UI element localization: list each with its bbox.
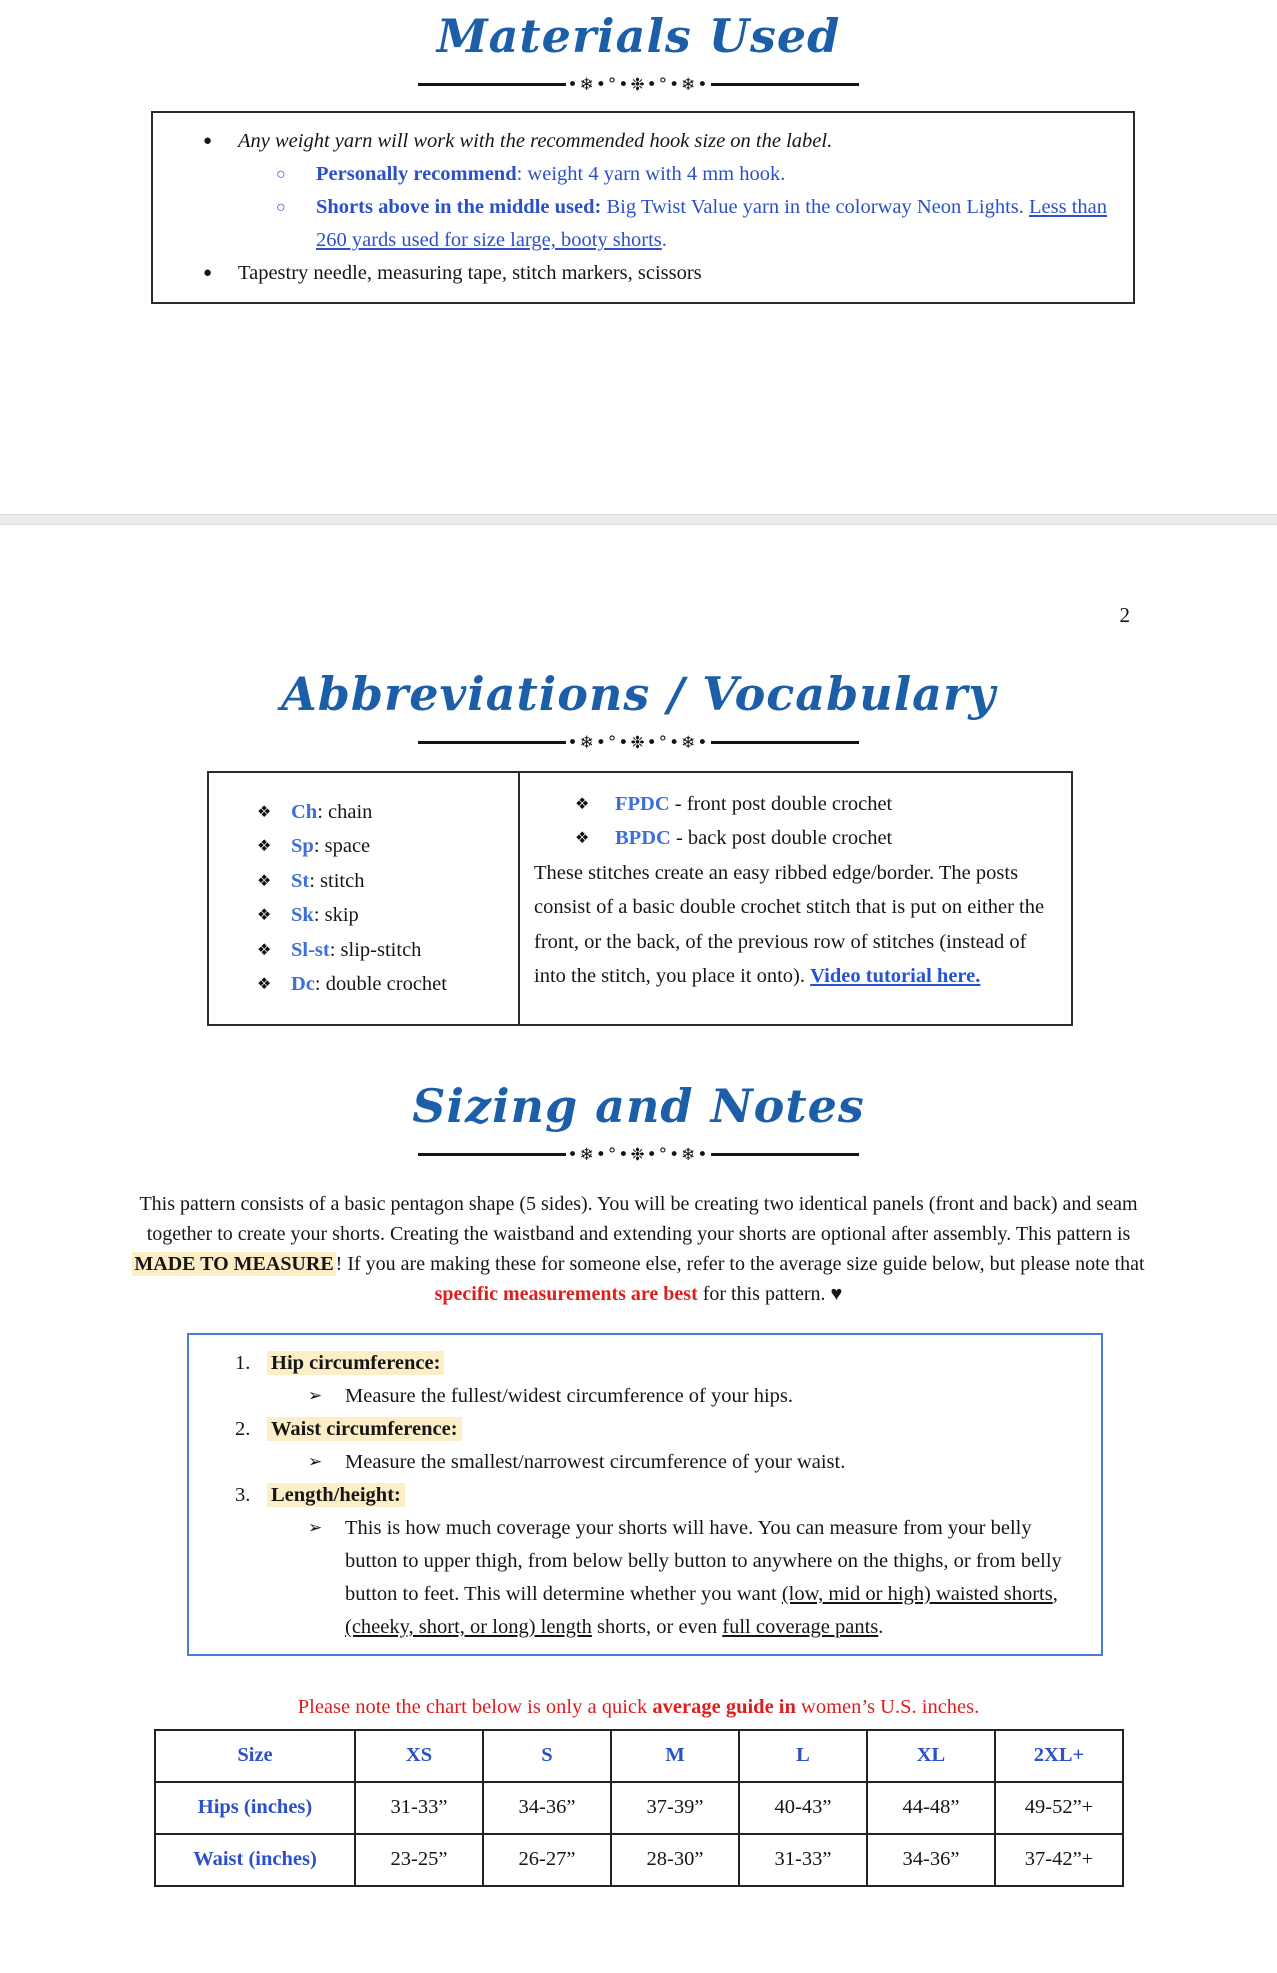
circle-bullet-icon: ○ bbox=[276, 165, 286, 183]
abbreviation-entry bbox=[291, 795, 372, 830]
abbr-term: Dc bbox=[291, 973, 315, 996]
abbreviation-row bbox=[209, 967, 512, 1002]
materials-box bbox=[151, 111, 1135, 304]
abbreviation-entry bbox=[615, 787, 892, 822]
size-chart-note bbox=[0, 1696, 1277, 1719]
table-cell: 34-36” bbox=[483, 1782, 611, 1834]
page-number: 2 bbox=[1119, 603, 1130, 627]
table-header-row bbox=[155, 1730, 1123, 1782]
table-row-waist bbox=[155, 1834, 1123, 1886]
shorts-used-text: Big Twist Value yarn in the colorway Neon Lights. bbox=[601, 195, 1030, 218]
header-l: L bbox=[739, 1730, 867, 1782]
header-2xl: 2XL+ bbox=[995, 1730, 1123, 1782]
materials-item-tools: Tapestry needle, measuring tape, stitch markers, scissors bbox=[238, 261, 702, 284]
specific-measurements-emphasis: specific measurements are best bbox=[434, 1282, 698, 1305]
table-cell: 34-36” bbox=[867, 1834, 995, 1886]
table-cell: 37-39” bbox=[611, 1782, 739, 1834]
abbr-meaning: : double crochet bbox=[314, 973, 447, 996]
abbr-meaning: : skip bbox=[313, 904, 359, 927]
abbreviation-row bbox=[209, 795, 512, 830]
sentence-period: . bbox=[661, 228, 667, 251]
ornament-divider bbox=[0, 75, 1277, 95]
abbr-term: Sl-st bbox=[291, 938, 330, 961]
abbr-term: Sp bbox=[291, 835, 314, 858]
arrow-bullet-icon: ➢ bbox=[308, 1517, 323, 1538]
measurement-notes-box bbox=[187, 1333, 1103, 1656]
list-item bbox=[173, 257, 1113, 290]
divider-line bbox=[711, 741, 859, 744]
abbr-meaning: : slip-stitch bbox=[329, 938, 422, 961]
divider-line bbox=[711, 1153, 859, 1156]
abbr-term: BPDC bbox=[615, 827, 671, 850]
intro-text: ! If you are making these for someone else, refer to the average size guide below, but please note that bbox=[335, 1252, 1145, 1275]
ornament-divider bbox=[0, 1145, 1277, 1165]
made-to-measure-highlight: MADE TO MEASURE bbox=[134, 1252, 334, 1275]
intro-text: for this pattern. ♥ bbox=[697, 1282, 843, 1305]
shorts-used-label: Shorts above in the middle used: bbox=[316, 195, 602, 218]
header-xs: XS bbox=[355, 1730, 483, 1782]
materials-subitem-shorts bbox=[316, 191, 1113, 257]
abbreviation-row bbox=[209, 933, 512, 968]
materials-item-yarn: Any weight yarn will work with the recommended hook size on the label. bbox=[238, 129, 833, 152]
circle-bullet-icon: ○ bbox=[276, 198, 286, 216]
list-item bbox=[173, 191, 1113, 257]
abbreviation-entry bbox=[291, 933, 421, 968]
list-item bbox=[173, 158, 1113, 191]
chart-note-bold: average guide in bbox=[652, 1695, 796, 1718]
abbreviation-entry bbox=[291, 864, 364, 899]
list-number: 3. bbox=[235, 1483, 251, 1506]
table-cell: 31-33” bbox=[739, 1834, 867, 1886]
abbreviation-row bbox=[534, 787, 1057, 822]
abbreviations-right-column bbox=[520, 773, 1071, 1024]
chart-note-text: Please note the chart below is only a quick bbox=[297, 1695, 653, 1718]
numbered-note bbox=[209, 1413, 1081, 1446]
divider-line bbox=[418, 741, 566, 744]
abbreviation-entry bbox=[291, 967, 447, 1002]
abbreviation-entry bbox=[615, 821, 892, 856]
note-detail-length bbox=[345, 1512, 1081, 1644]
diamond-bullet-icon: ❖ bbox=[257, 974, 272, 994]
table-cell: 44-48” bbox=[867, 1782, 995, 1834]
table-cell: 28-30” bbox=[611, 1834, 739, 1886]
list-number: 2. bbox=[235, 1417, 251, 1440]
ornament-divider bbox=[0, 733, 1277, 753]
video-tutorial-link[interactable]: Video tutorial here. bbox=[810, 965, 981, 988]
abbreviation-row bbox=[209, 829, 512, 864]
filled-bullet-icon: ● bbox=[203, 264, 213, 281]
detail-text: shorts, or even bbox=[591, 1615, 723, 1638]
abbr-meaning: : space bbox=[313, 835, 371, 858]
table-cell: 23-25” bbox=[355, 1834, 483, 1886]
recommend-text: : weight 4 yarn with 4 mm hook. bbox=[516, 162, 786, 185]
table-cell: 49-52”+ bbox=[995, 1782, 1123, 1834]
header-xl: XL bbox=[867, 1730, 995, 1782]
numbered-note bbox=[209, 1347, 1081, 1380]
yardage-link[interactable]: Less than 260 yards used for size large, booty shorts bbox=[316, 195, 1108, 251]
materials-subitem-recommend bbox=[316, 158, 785, 191]
filled-bullet-icon: ● bbox=[203, 132, 213, 149]
section-title-materials: Materials Used bbox=[436, 9, 841, 63]
full-coverage-underline: full coverage pants bbox=[722, 1615, 879, 1638]
diamond-bullet-icon: ❖ bbox=[575, 793, 590, 813]
table-cell: 37-42”+ bbox=[995, 1834, 1123, 1886]
numbered-note bbox=[209, 1479, 1081, 1512]
section-title-sizing: Sizing and Notes bbox=[412, 1078, 865, 1133]
note-heading-waist: Waist circumference: bbox=[267, 1417, 462, 1441]
abbreviation-row bbox=[209, 864, 512, 899]
explanation-text: These stitches create an easy ribbed edge/border. The posts consist of a basic double crochet stitch that is put on either the front, or the back, of the previous row of stitches (instead of into the stitch, you place it onto). bbox=[534, 861, 1045, 988]
abbr-term: Ch bbox=[291, 800, 318, 823]
row-label-hips: Hips (inches) bbox=[155, 1782, 355, 1834]
note-subitem bbox=[209, 1446, 1081, 1479]
page-break bbox=[0, 514, 1277, 525]
abbreviation-row bbox=[209, 898, 512, 933]
table-row-hips bbox=[155, 1782, 1123, 1834]
abbr-term: FPDC bbox=[615, 792, 670, 815]
note-subitem bbox=[209, 1380, 1081, 1413]
detail-text: , bbox=[1052, 1582, 1058, 1605]
recommend-label: Personally recommend bbox=[316, 162, 517, 185]
abbreviation-entry bbox=[291, 898, 359, 933]
table-cell: 31-33” bbox=[355, 1782, 483, 1834]
diamond-bullet-icon: ❖ bbox=[575, 828, 590, 848]
table-cell: 40-43” bbox=[739, 1782, 867, 1834]
size-guide-table bbox=[154, 1729, 1124, 1887]
abbr-term: Sk bbox=[291, 904, 314, 927]
abbr-term: St bbox=[291, 869, 310, 892]
page-1 bbox=[0, 0, 1277, 514]
snowflake-ornament-icon: •❄•°•❉•°•❄• bbox=[567, 732, 710, 753]
abbreviations-table bbox=[207, 771, 1073, 1026]
note-subitem bbox=[209, 1512, 1081, 1644]
snowflake-ornament-icon: •❄•°•❉•°•❄• bbox=[567, 1144, 710, 1165]
detail-text: . bbox=[878, 1615, 884, 1638]
table-cell: 26-27” bbox=[483, 1834, 611, 1886]
abbreviations-left-column bbox=[209, 773, 520, 1024]
note-detail-hip: Measure the fullest/widest circumference of your hips. bbox=[345, 1384, 793, 1407]
abbr-meaning: - front post double crochet bbox=[669, 792, 893, 815]
list-item bbox=[173, 125, 1113, 158]
chart-note-text: women’s U.S. inches. bbox=[795, 1695, 980, 1718]
divider-line bbox=[711, 83, 859, 86]
intro-text: This pattern consists of a basic pentagon shape (5 sides). You will be creating two identical panels (front and back) and seam together to create your shorts. Creating the waistband and extending your shorts are optional after assembly. This pattern is bbox=[139, 1192, 1138, 1245]
abbr-meaning: : chain bbox=[317, 800, 373, 823]
note-detail-waist: Measure the smallest/narrowest circumference of your waist. bbox=[345, 1450, 846, 1473]
note-heading-hip: Hip circumference: bbox=[267, 1351, 444, 1375]
arrow-bullet-icon: ➢ bbox=[308, 1385, 323, 1406]
waisted-shorts-underline: (low, mid or high) waisted shorts bbox=[781, 1582, 1053, 1605]
abbreviation-row bbox=[534, 821, 1057, 856]
abbreviation-entry bbox=[291, 829, 370, 864]
divider-line bbox=[418, 83, 566, 86]
diamond-bullet-icon: ❖ bbox=[257, 801, 272, 821]
diamond-bullet-icon: ❖ bbox=[257, 905, 272, 925]
abbr-meaning: : stitch bbox=[309, 869, 365, 892]
page-2 bbox=[0, 603, 1277, 1887]
diamond-bullet-icon: ❖ bbox=[257, 939, 272, 959]
header-size: Size bbox=[155, 1730, 355, 1782]
sizing-intro-paragraph bbox=[124, 1189, 1154, 1309]
divider-line bbox=[418, 1153, 566, 1156]
length-underline: (cheeky, short, or long) length bbox=[345, 1615, 592, 1638]
section-title-abbreviations: Abbreviations / Vocabulary bbox=[281, 667, 996, 721]
abbr-meaning: - back post double crochet bbox=[670, 827, 893, 850]
detail-text: This is how much coverage your shorts will have. You can measure from your belly button to upper thigh, from below belly button to anywhere on the thighs, or from belly button to feet. This will determine whether you want bbox=[345, 1516, 1062, 1605]
diamond-bullet-icon: ❖ bbox=[257, 870, 272, 890]
arrow-bullet-icon: ➢ bbox=[308, 1451, 323, 1472]
post-stitch-explanation bbox=[534, 856, 1057, 994]
snowflake-ornament-icon: •❄•°•❉•°•❄• bbox=[567, 74, 710, 95]
header-m: M bbox=[611, 1730, 739, 1782]
row-label-waist: Waist (inches) bbox=[155, 1834, 355, 1886]
note-heading-length: Length/height: bbox=[267, 1483, 405, 1507]
diamond-bullet-icon: ❖ bbox=[257, 836, 272, 856]
list-number: 1. bbox=[235, 1351, 251, 1374]
header-s: S bbox=[483, 1730, 611, 1782]
